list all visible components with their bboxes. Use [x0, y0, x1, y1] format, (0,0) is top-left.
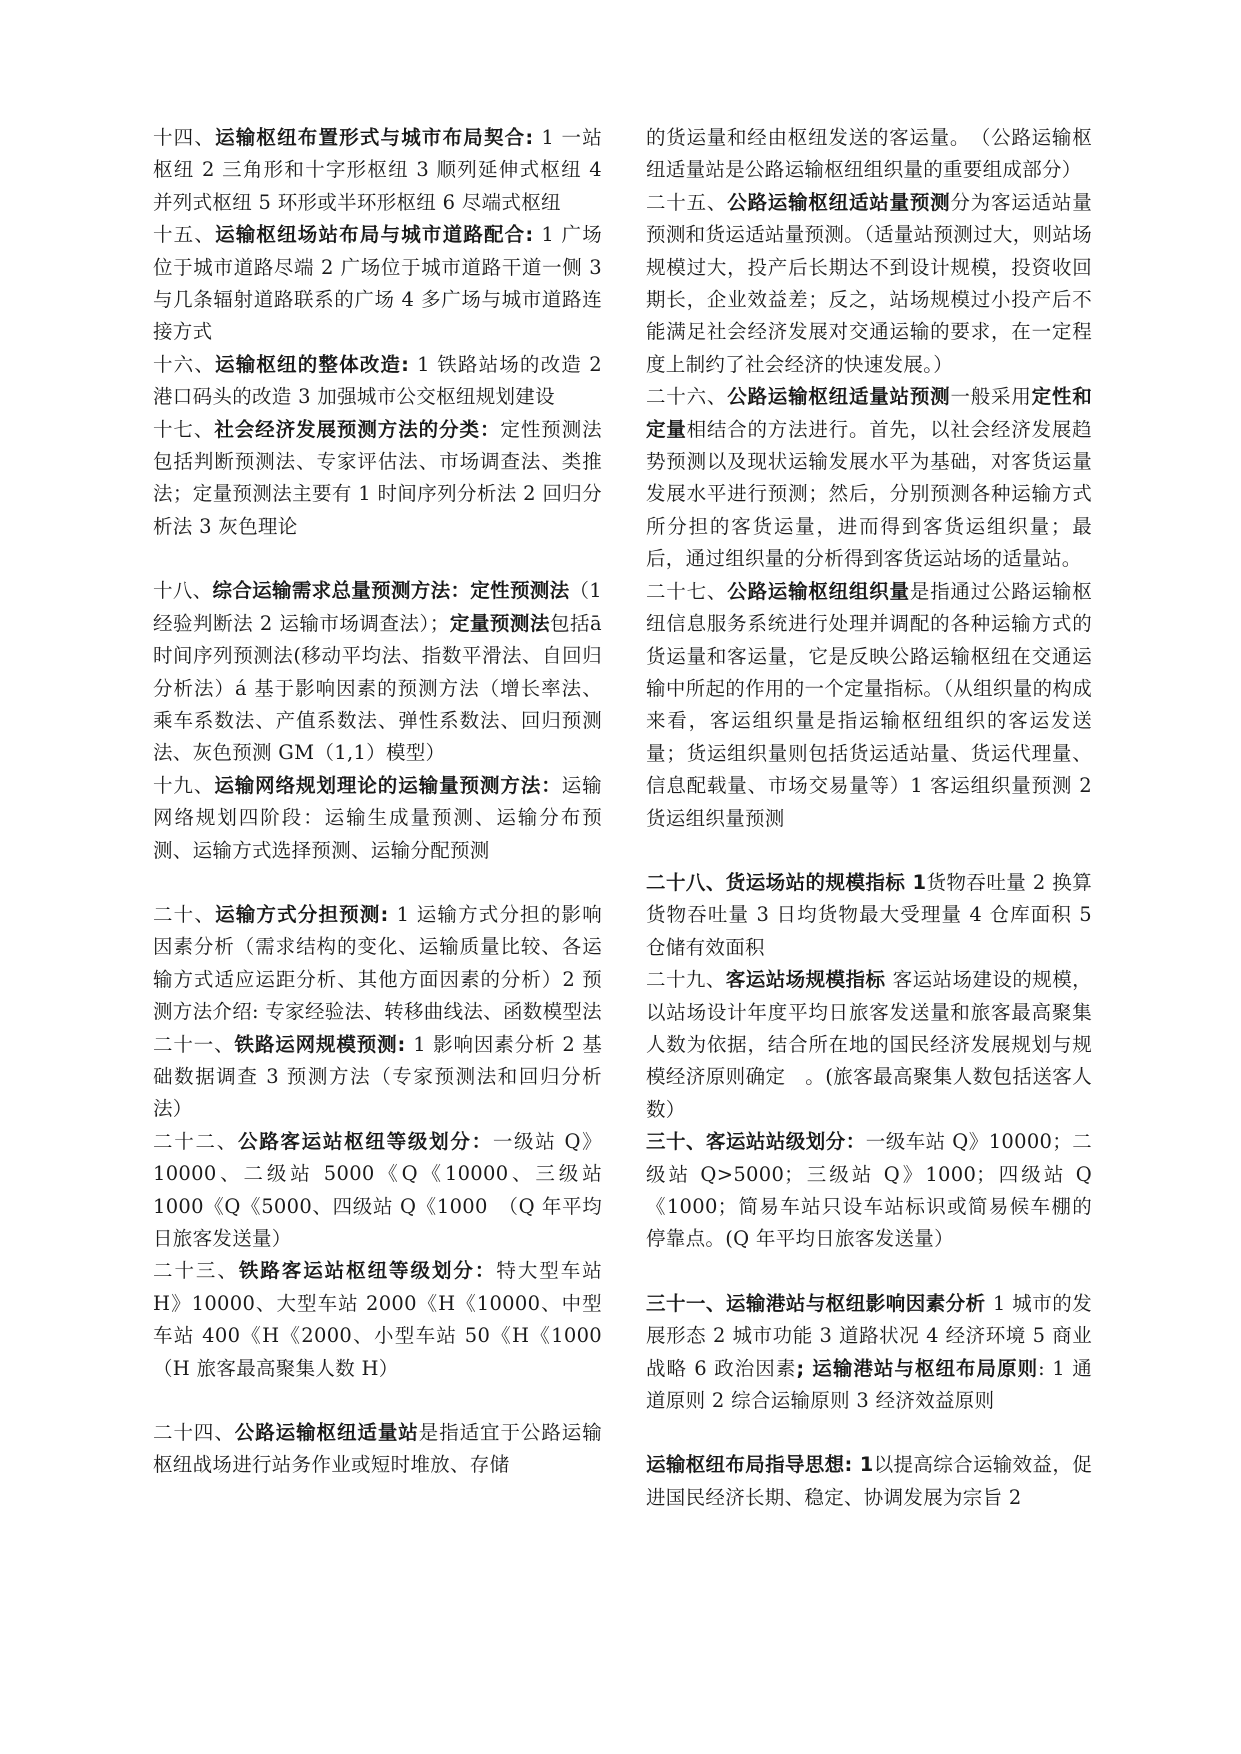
- section-24-continued: [646, 122, 1092, 187]
- section-body: 是指适宜于公路运输枢纽战场进行站务作业或短时堆放、存储: [153, 1421, 603, 1477]
- paragraph-gap: [646, 1256, 1092, 1288]
- section-body: 1 一站枢纽 2 三角形和十字形枢纽 3 顺列延伸式枢纽 4 并列式枢纽 5 环形或半环形枢纽 6 尽端式枢纽: [153, 126, 602, 214]
- section-number: 二十三、: [153, 1259, 239, 1283]
- section-17: [153, 414, 602, 544]
- section-body: 1 城市的发展形态 2 城市功能 3 道路状况 4 经济环境 5 商业战略 6 政治因素: [646, 1291, 1093, 1380]
- separator: [986, 1292, 993, 1315]
- paragraph-gap: [646, 835, 1092, 867]
- separator: ：: [845, 1130, 866, 1154]
- section-22: [153, 1126, 602, 1256]
- section-guiding-ideas: [646, 1449, 1092, 1514]
- section-body: 一级车站 Q》10000；二级站 Q>5000；三级站 Q》1000；四级站 Q《1000；简易车站只设车站标识或简易候车棚的停靠点。(Q 年平均日旅客发送量）: [646, 1130, 1093, 1251]
- section-body: 一般采用: [950, 385, 1032, 409]
- section-subtitle: 1: [859, 1453, 874, 1477]
- section-23: [153, 1255, 602, 1385]
- section-19: [153, 770, 602, 867]
- section-18: [153, 575, 602, 769]
- section-title: 公路运输枢纽适量站预测: [727, 385, 951, 409]
- section-body: 一级站 Q》10000、二级站 5000《Q《10000、三级站 1000《Q《5000、四级站 Q《1000 （Q 年平均日旅客发送量）: [153, 1129, 602, 1250]
- section-number: 二十二、: [153, 1129, 238, 1153]
- section-body: : 1 通道原则 2 综合运输原则 3 经济效益原则: [646, 1356, 1092, 1413]
- section-title: 运输枢纽场站布局与城市道路配合: [215, 223, 526, 247]
- section-24: [153, 1417, 602, 1482]
- section-body: 分为客运适站量预测和货运适站量预测。（适量站预测过大，则站场规模过大，投产后长期达不到设计规模，投资收回期长，企业效益差；反之，站场规模过小投产后不能满足社会经济发展对交通运输的要求，在一定程度上制约了社会经济的快速发展。）: [646, 190, 1093, 376]
- separator: :: [380, 902, 397, 926]
- section-27: [646, 576, 1092, 835]
- section-number: 二十、: [153, 902, 216, 926]
- section-number: 二十五、: [646, 190, 728, 214]
- separator: ：: [450, 579, 471, 603]
- section-body: 以提高综合运输效益，促进国民经济长期、稳定、协调发展为宗旨 2: [646, 1453, 1092, 1509]
- section-title: 运输方式分担预测: [215, 902, 381, 926]
- section-20: [153, 899, 602, 1029]
- section-title: 社会经济发展预测方法的分类: [214, 417, 480, 441]
- section-29: [646, 964, 1092, 1126]
- section-number: 十七、: [153, 417, 215, 441]
- paragraph-gap: [153, 543, 602, 575]
- section-title: 综合运输需求总量预测方法: [212, 579, 451, 603]
- section-number: 十九、: [153, 773, 215, 797]
- section-25: [646, 187, 1092, 381]
- section-subtitle: 定性预测法: [470, 579, 570, 603]
- section-title: 货运场站的规模指标: [725, 870, 906, 894]
- paragraph-gap: [153, 867, 602, 899]
- section-15: [153, 219, 602, 349]
- section-title: 铁路客运站枢纽等级划分: [238, 1259, 475, 1283]
- left-column: [153, 122, 602, 1482]
- section-number: 二十七、: [646, 579, 728, 603]
- separator: [885, 968, 892, 991]
- section-number: 二十六、: [646, 385, 728, 409]
- section-title: 铁路运网规模预测: [234, 1032, 398, 1056]
- section-28: [646, 867, 1092, 964]
- separator: :: [397, 1032, 414, 1056]
- section-31: [646, 1288, 1092, 1418]
- section-title: 运输港站与枢纽影响因素分析: [725, 1291, 986, 1315]
- section-subtitle: ; 运输港站与枢纽布局原则: [796, 1356, 1039, 1380]
- separator: ：: [541, 773, 562, 797]
- section-body: 1 运输方式分担的影响因素分析（需求结构的变化、运输质量比较、各运输方式适应运距分析、其他方面因素的分析）2 预测方法介绍: 专家经验法、转移曲线法、函数模型法: [153, 902, 602, 1024]
- section-14: [153, 122, 602, 219]
- section-body: （1 经验判断法 2 运输市场调查法）；: [153, 579, 602, 635]
- section-body: 1 影响因素分析 2 基础数据调查 3 预测方法（专家预测法和回归分析法）: [153, 1032, 602, 1121]
- section-number: 十四、: [153, 126, 216, 149]
- section-subtitle: 定性和定量: [646, 385, 1093, 441]
- section-body: 包括ā 时间序列预测法(移动平均法、指数平滑法、自回归分析法）á 基于影响因素的预测方法（增长率法、乘车系数法、产值系数法、弹性系数法、回归预测法、灰色预测 GM（1,1）模型）: [153, 611, 602, 765]
- section-title: 公路客运站枢纽等级划分: [237, 1129, 472, 1153]
- separator: ：: [479, 417, 501, 441]
- section-body: 1 铁路站场的改造 2 港口码头的改造 3 加强城市公交枢纽规划建设: [153, 352, 603, 409]
- separator: :: [844, 1453, 860, 1477]
- separator: :: [401, 352, 418, 376]
- section-16: [153, 349, 602, 414]
- paragraph-gap: [153, 1385, 602, 1417]
- section-title: 运输枢纽的整体改造: [215, 352, 402, 376]
- section-title: 运输枢纽布局指导思想: [646, 1453, 845, 1477]
- section-number: 三十一、: [646, 1291, 726, 1315]
- section-number: 十五、: [153, 223, 216, 247]
- section-body: 的货运量和经由枢纽发送的客运量。 （公路运输枢纽适量站是公路运输枢纽组织量的重要组成部分）: [646, 126, 1092, 182]
- section-number: 二十八、: [646, 870, 726, 894]
- section-subtitle: 1: [912, 870, 927, 894]
- section-number: 十六、: [153, 352, 216, 376]
- section-title: 客运站场规模指标: [725, 968, 886, 992]
- section-body: 定性预测法包括判断预测法、专家评估法、市场调查法、类推法；定量预测法主要有 1 时间序列分析法 2 回归分析法 3 灰色理论: [153, 417, 602, 538]
- section-body: 运输网络规划四阶段：运输生成量预测、运输分布预测、运输方式选择预测、运输分配预测: [153, 773, 602, 862]
- section-subtitle: 定量预测法: [449, 611, 550, 635]
- section-title: 公路运输枢纽适量站: [234, 1421, 419, 1445]
- separator: :: [525, 126, 542, 149]
- section-title: 公路运输枢纽适站量预测: [727, 190, 951, 214]
- section-21: [153, 1029, 602, 1126]
- section-26: [646, 381, 1092, 575]
- section-number: 二十四、: [153, 1421, 235, 1445]
- section-body: 特大型车站 H》10000、大型车站 2000《H《10000、中型车站 400《H《2000、小型车站 50《H《1000（H 旅客最高聚集人数 H）: [153, 1259, 602, 1380]
- section-number: 二十九、: [646, 968, 726, 992]
- separator: ：: [474, 1259, 497, 1283]
- separator: [905, 871, 912, 894]
- section-body: 相结合的方法进行。首先，以社会经济发展趋势预测以及现状运输发展水平为基础，对客货运量发展水平进行预测；然后，分别预测各种运输方式所分担的客货运量，进而得到客货运组织量；最后，通过组织量的分析得到客货运站场的适量站。: [646, 417, 1092, 571]
- section-title: 公路运输枢纽组织量: [727, 579, 910, 603]
- separator: ：: [471, 1129, 493, 1153]
- section-body: 是指通过公路运输枢纽信息服务系统进行处理并调配的各种运输方式的货运量和客运量，它是反映公路运输枢纽在交通运输中所起的作用的一个定量指标。（从组织量的构成来看，客运组织量是指运输枢纽组织的客运发送量；货运组织量则包括货运适站量、货运代理量、信息配载量、市场交易量等）1 客运组织量预测 2 货运组织量预测: [646, 579, 1093, 830]
- section-number: 三十、: [646, 1130, 706, 1154]
- right-column: [646, 122, 1092, 1514]
- section-body: 货物吞吐量 2 换算货物吞吐量 3 日均货物最大受理量 4 仓库面积 5 仓储有效面积: [646, 870, 1092, 959]
- section-number: 十八、: [153, 579, 213, 603]
- section-body: 客运站场建设的规模，以站场设计年度平均日旅客发送量和旅客最高聚集人数为依据，结合所在地的国民经济发展规划与规模经济原则确定 。(旅客最高聚集人数包括送客人数）: [646, 968, 1092, 1121]
- section-30: [646, 1126, 1092, 1256]
- section-number: 二十一、: [153, 1032, 235, 1056]
- section-title: 运输网络规划理论的运输量预测方法: [214, 773, 542, 797]
- section-title: 运输枢纽布置形式与城市布局契合: [215, 126, 526, 149]
- paragraph-gap: [646, 1417, 1092, 1449]
- section-body: 1 广场位于城市道路尽端 2 广场位于城市道路干道一侧 3 与几条辐射道路联系的广场 4 多广场与城市道路连接方式: [153, 223, 602, 344]
- section-title: 客运站站级划分: [705, 1130, 846, 1154]
- separator: :: [525, 223, 542, 247]
